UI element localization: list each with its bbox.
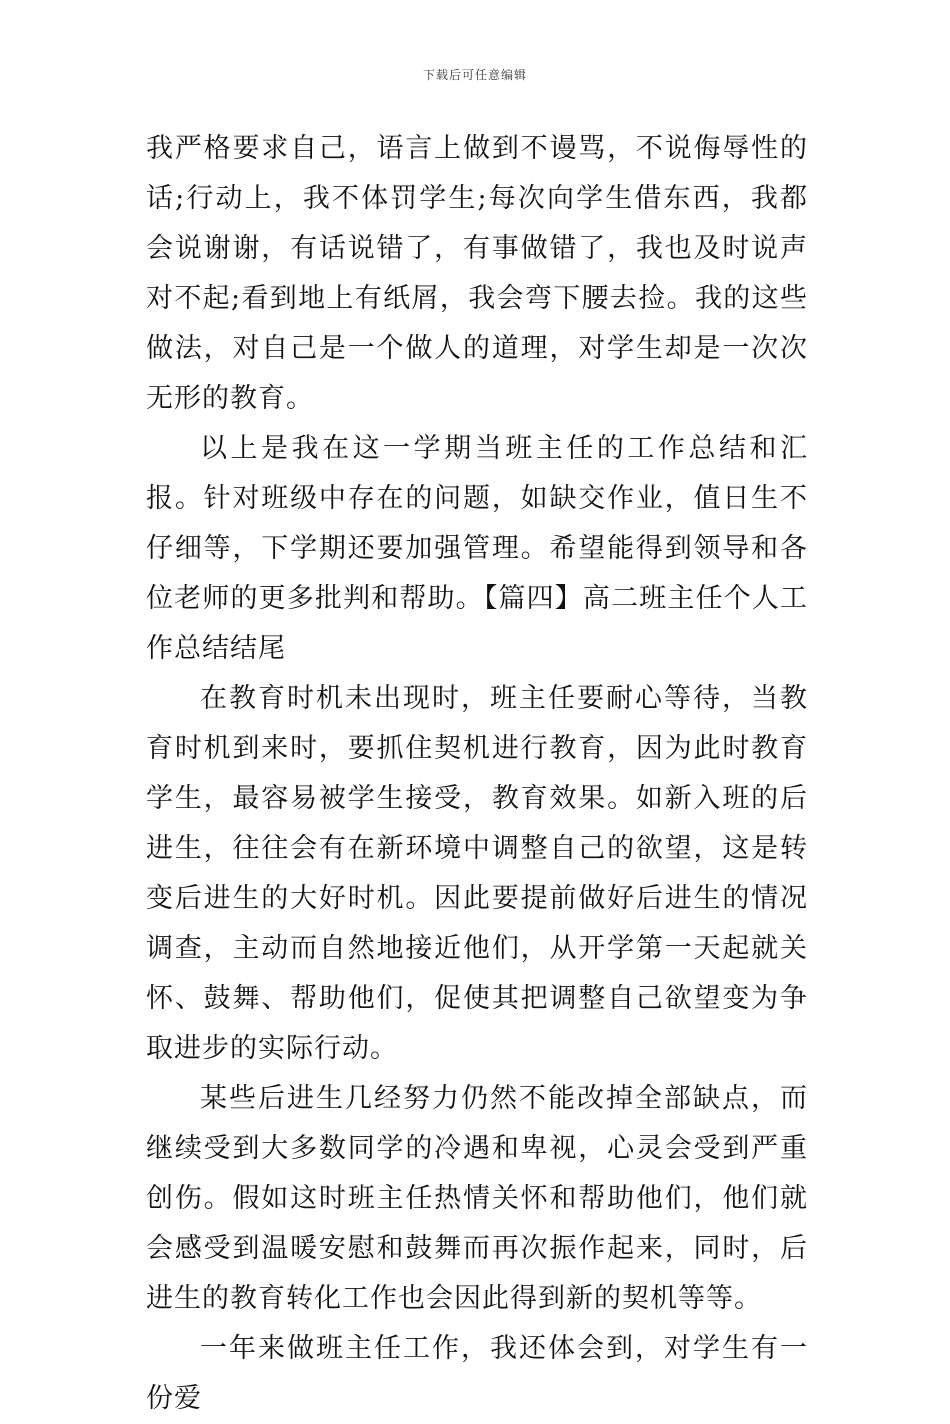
paragraph: 我严格要求自己，语言上做到不谩骂，不说侮辱性的话;行动上，我不体罚学生;每次向学生借东西，我都会说谢谢，有话说错了，有事做错了，我也及时说声对不起;看到地上有纸屑，我会弯下腰去捡。我的这些做法，对自己是一个做人的道理，对学生却是一次次无形的教育。 [146, 133, 808, 414]
paragraph: 在教育时机未出现时，班主任要耐心等待，当教育时机到来时，要抓住契机进行教育，因为此时教育学生，最容易被学生接受，教育效果。如新入班的后进生，往往会有在新环境中调整自己的欲望，这是转变后进生的大好时机。因此要提前做好后进生的情况调查，主动而自然地接近他们，从开学第一天起就关怀、鼓舞、帮助他们，促使其把调整自己欲望变为争取进步的实际行动。 [146, 683, 808, 1064]
document-body [146, 124, 808, 1424]
paragraph: 某些后进生几经努力仍然不能改掉全部缺点，而继续受到大多数同学的冷遇和卑视，心灵会受到严重创伤。假如这时班主任热情关怀和帮助他们，他们就会感受到温暖安慰和鼓舞而再次振作起来，同时，后进生的教育转化工作也会因此得到新的契机等等。 [146, 1083, 808, 1314]
paragraph: 以上是我在这一学期当班主任的工作总结和汇报。针对班级中存在的问题，如缺交作业，值日生不仔细等，下学期还要加强管理。希望能得到领导和各位老师的更多批判和帮助。【篇四】高二班主任个人工作总结结尾 [146, 433, 808, 664]
header-note: 下载后可任意编辑 [422, 68, 527, 82]
paragraph: 一年来做班主任工作，我还体会到，对学生有一份爱 [146, 1333, 808, 1414]
